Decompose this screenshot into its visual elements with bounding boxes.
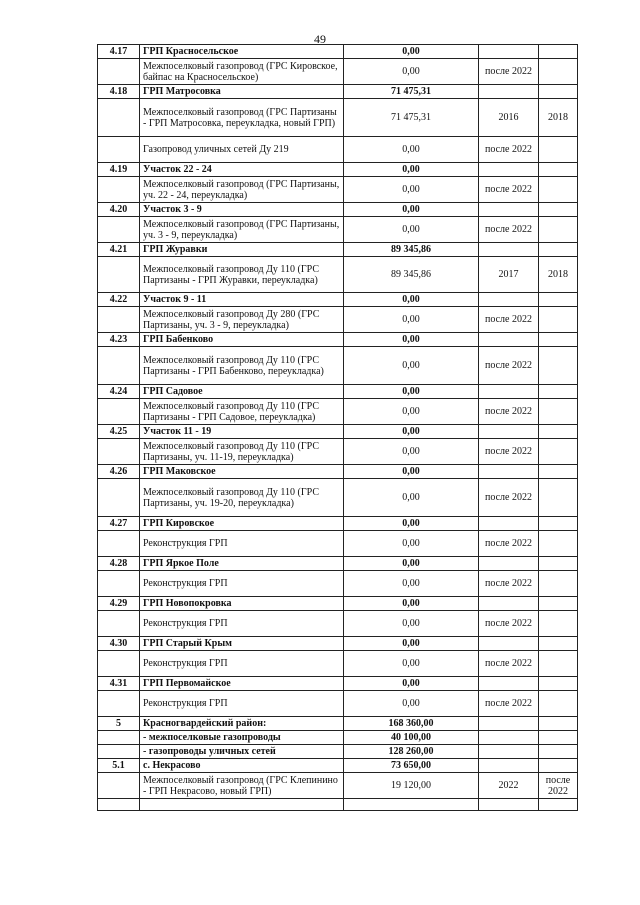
row-end-year — [539, 399, 578, 425]
section-row — [98, 517, 578, 531]
row-name: Межпоселковый газопровод Ду 110 (ГРС Партизаны - ГРП Бабенково, переукладка) — [140, 347, 344, 385]
row-end-year — [539, 531, 578, 557]
row-amount: 89 345,86 — [344, 257, 479, 293]
row-start-year — [479, 465, 539, 479]
row-number: 4.21 — [98, 243, 140, 257]
row-end-year — [539, 425, 578, 439]
row-amount: 0,00 — [344, 177, 479, 203]
row-number — [98, 137, 140, 163]
row-start-year — [479, 597, 539, 611]
table-row — [98, 799, 578, 811]
table-row — [98, 611, 578, 637]
row-number — [98, 99, 140, 137]
row-start-year — [479, 759, 539, 773]
row-name: Межпоселковый газопровод (ГРС Кировское, байпас на Красносельское) — [140, 59, 344, 85]
row-start-year — [479, 637, 539, 651]
table-row — [98, 773, 578, 799]
row-end-year — [539, 479, 578, 517]
row-start-year: после 2022 — [479, 177, 539, 203]
row-end-year — [539, 203, 578, 217]
row-start-year: после 2022 — [479, 307, 539, 333]
row-amount: 0,00 — [344, 597, 479, 611]
row-end-year — [539, 85, 578, 99]
row-name: Участок 11 - 19 — [140, 425, 344, 439]
row-name: Участок 3 - 9 — [140, 203, 344, 217]
row-start-year: после 2022 — [479, 399, 539, 425]
row-end-year — [539, 517, 578, 531]
row-start-year: 2016 — [479, 99, 539, 137]
row-name: Межпоселковый газопровод Ду 110 (ГРС Партизаны, уч. 19-20, переукладка) — [140, 479, 344, 517]
row-end-year — [539, 163, 578, 177]
section-row — [98, 385, 578, 399]
row-amount: 0,00 — [344, 399, 479, 425]
row-end-year — [539, 465, 578, 479]
section-row — [98, 677, 578, 691]
row-start-year — [479, 425, 539, 439]
row-number — [98, 177, 140, 203]
row-number — [98, 479, 140, 517]
page-number: 49 — [314, 32, 326, 46]
row-name: ГРП Красносельское — [140, 45, 344, 59]
section-row — [98, 163, 578, 177]
row-start-year — [479, 745, 539, 759]
gas-pipeline-plan-table — [97, 44, 578, 811]
row-name: Межпоселковый газопровод (ГРС Партизаны, уч. 22 - 24, переукладка) — [140, 177, 344, 203]
row-amount: 73 650,00 — [344, 759, 479, 773]
row-number: 4.23 — [98, 333, 140, 347]
row-amount: 71 475,31 — [344, 99, 479, 137]
row-name: Красногвардейский район: — [140, 717, 344, 731]
row-end-year — [539, 677, 578, 691]
table-row — [98, 531, 578, 557]
row-name: Межпоселковый газопровод (ГРС Клепинино - ГРП Некрасово, новый ГРП) — [140, 773, 344, 799]
section-row — [98, 557, 578, 571]
row-end-year — [539, 293, 578, 307]
row-name: ГРП Кировское — [140, 517, 344, 531]
table-row — [98, 307, 578, 333]
row-start-year — [479, 333, 539, 347]
row-number — [98, 439, 140, 465]
section-row — [98, 745, 578, 759]
row-number — [98, 745, 140, 759]
row-name: - межпоселковые газопроводы — [140, 731, 344, 745]
row-name: Реконструкция ГРП — [140, 571, 344, 597]
row-number: 4.29 — [98, 597, 140, 611]
row-amount: 0,00 — [344, 217, 479, 243]
row-start-year — [479, 243, 539, 257]
row-name: Реконструкция ГРП — [140, 651, 344, 677]
row-start-year — [479, 45, 539, 59]
row-start-year: после 2022 — [479, 59, 539, 85]
table-body — [98, 45, 578, 811]
row-start-year — [479, 677, 539, 691]
section-row — [98, 465, 578, 479]
row-start-year — [479, 293, 539, 307]
section-row — [98, 717, 578, 731]
row-end-year — [539, 759, 578, 773]
row-number: 4.24 — [98, 385, 140, 399]
row-number: 5 — [98, 717, 140, 731]
row-amount: 0,00 — [344, 677, 479, 691]
row-name: ГРП Журавки — [140, 243, 344, 257]
row-end-year — [539, 59, 578, 85]
table-row — [98, 691, 578, 717]
row-number — [98, 571, 140, 597]
row-name: - газопроводы уличных сетей — [140, 745, 344, 759]
row-amount: 0,00 — [344, 691, 479, 717]
row-amount: 0,00 — [344, 293, 479, 307]
section-row — [98, 45, 578, 59]
table-row — [98, 347, 578, 385]
row-number — [98, 307, 140, 333]
table-row — [98, 59, 578, 85]
row-start-year: после 2022 — [479, 479, 539, 517]
row-amount: 0,00 — [344, 479, 479, 517]
table-row — [98, 651, 578, 677]
row-start-year — [479, 163, 539, 177]
row-number — [98, 773, 140, 799]
row-end-year — [539, 243, 578, 257]
row-number — [98, 611, 140, 637]
row-name: ГРП Бабенково — [140, 333, 344, 347]
row-amount: 19 120,00 — [344, 773, 479, 799]
row-amount: 0,00 — [344, 611, 479, 637]
table-row — [98, 479, 578, 517]
row-end-year — [539, 307, 578, 333]
row-number — [98, 731, 140, 745]
row-end-year — [539, 651, 578, 677]
row-name: Межпоселковый газопровод Ду 110 (ГРС Партизаны, уч. 11-19, переукладка) — [140, 439, 344, 465]
row-number: 4.31 — [98, 677, 140, 691]
row-end-year: 2018 — [539, 257, 578, 293]
section-row — [98, 85, 578, 99]
row-number — [98, 399, 140, 425]
row-start-year: после 2022 — [479, 691, 539, 717]
row-end-year — [539, 637, 578, 651]
row-start-year — [479, 731, 539, 745]
row-name: Участок 9 - 11 — [140, 293, 344, 307]
row-name: Реконструкция ГРП — [140, 611, 344, 637]
row-amount: 89 345,86 — [344, 243, 479, 257]
row-start-year: после 2022 — [479, 611, 539, 637]
row-amount: 0,00 — [344, 531, 479, 557]
row-amount: 0,00 — [344, 59, 479, 85]
row-end-year — [539, 597, 578, 611]
table-row — [98, 99, 578, 137]
row-end-year — [539, 217, 578, 243]
row-end-year — [539, 347, 578, 385]
row-number — [98, 651, 140, 677]
row-name — [140, 799, 344, 811]
row-name: Межпоселковый газопровод Ду 280 (ГРС Партизаны, уч. 3 - 9, переукладка) — [140, 307, 344, 333]
section-row — [98, 597, 578, 611]
row-amount: 128 260,00 — [344, 745, 479, 759]
row-number — [98, 217, 140, 243]
row-start-year: после 2022 — [479, 651, 539, 677]
table-row — [98, 571, 578, 597]
row-end-year — [539, 799, 578, 811]
row-name: ГРП Матросовка — [140, 85, 344, 99]
row-start-year — [479, 203, 539, 217]
row-number: 4.20 — [98, 203, 140, 217]
row-amount: 0,00 — [344, 465, 479, 479]
row-number — [98, 799, 140, 811]
row-name: ГРП Яркое Поле — [140, 557, 344, 571]
row-start-year — [479, 517, 539, 531]
row-amount: 0,00 — [344, 557, 479, 571]
row-end-year — [539, 557, 578, 571]
row-name: Межпоселковый газопровод Ду 110 (ГРС Партизаны - ГРП Садовое, переукладка) — [140, 399, 344, 425]
row-end-year — [539, 731, 578, 745]
row-number: 4.22 — [98, 293, 140, 307]
row-number: 4.30 — [98, 637, 140, 651]
row-start-year — [479, 85, 539, 99]
row-number: 4.17 — [98, 45, 140, 59]
row-name: Реконструкция ГРП — [140, 691, 344, 717]
row-amount: 0,00 — [344, 137, 479, 163]
row-start-year — [479, 799, 539, 811]
row-amount: 0,00 — [344, 45, 479, 59]
row-end-year — [539, 385, 578, 399]
row-amount: 0,00 — [344, 651, 479, 677]
row-end-year — [539, 745, 578, 759]
row-amount: 0,00 — [344, 347, 479, 385]
row-name: ГРП Старый Крым — [140, 637, 344, 651]
row-end-year — [539, 717, 578, 731]
row-name: ГРП Новопокровка — [140, 597, 344, 611]
row-name: Межпоселковый газопровод Ду 110 (ГРС Партизаны - ГРП Журавки, переукладка) — [140, 257, 344, 293]
table-row — [98, 257, 578, 293]
row-name: Газопровод уличных сетей Ду 219 — [140, 137, 344, 163]
row-amount — [344, 799, 479, 811]
row-amount: 40 100,00 — [344, 731, 479, 745]
row-name: ГРП Садовое — [140, 385, 344, 399]
row-start-year: после 2022 — [479, 531, 539, 557]
row-number — [98, 531, 140, 557]
row-amount: 0,00 — [344, 637, 479, 651]
row-start-year — [479, 557, 539, 571]
row-amount: 0,00 — [344, 203, 479, 217]
table-row — [98, 137, 578, 163]
row-number: 4.19 — [98, 163, 140, 177]
section-row — [98, 759, 578, 773]
row-start-year — [479, 717, 539, 731]
row-start-year: 2022 — [479, 773, 539, 799]
row-name: Участок 22 - 24 — [140, 163, 344, 177]
row-number — [98, 59, 140, 85]
section-row — [98, 637, 578, 651]
table-row — [98, 217, 578, 243]
row-end-year — [539, 45, 578, 59]
row-start-year: после 2022 — [479, 347, 539, 385]
row-number — [98, 257, 140, 293]
row-number — [98, 691, 140, 717]
row-amount: 0,00 — [344, 307, 479, 333]
row-amount: 0,00 — [344, 425, 479, 439]
row-number: 4.28 — [98, 557, 140, 571]
row-number: 4.18 — [98, 85, 140, 99]
row-number: 5.1 — [98, 759, 140, 773]
row-end-year — [539, 137, 578, 163]
row-name: Межпоселковый газопровод (ГРС Партизаны, уч. 3 - 9, переукладка) — [140, 217, 344, 243]
row-end-year — [539, 691, 578, 717]
section-row — [98, 293, 578, 307]
section-row — [98, 243, 578, 257]
row-end-year: 2018 — [539, 99, 578, 137]
row-start-year: после 2022 — [479, 571, 539, 597]
row-name: с. Некрасово — [140, 759, 344, 773]
row-amount: 0,00 — [344, 385, 479, 399]
row-number — [98, 347, 140, 385]
row-amount: 0,00 — [344, 333, 479, 347]
row-number: 4.26 — [98, 465, 140, 479]
row-name: Реконструкция ГРП — [140, 531, 344, 557]
row-name: ГРП Первомайское — [140, 677, 344, 691]
table-row — [98, 399, 578, 425]
row-number: 4.25 — [98, 425, 140, 439]
row-start-year: после 2022 — [479, 439, 539, 465]
row-name: ГРП Маковское — [140, 465, 344, 479]
table-row — [98, 439, 578, 465]
row-end-year — [539, 571, 578, 597]
row-number: 4.27 — [98, 517, 140, 531]
section-row — [98, 333, 578, 347]
row-start-year: после 2022 — [479, 137, 539, 163]
row-amount: 0,00 — [344, 517, 479, 531]
row-amount: 0,00 — [344, 571, 479, 597]
row-start-year: после 2022 — [479, 217, 539, 243]
row-end-year — [539, 177, 578, 203]
row-end-year: после 2022 — [539, 773, 578, 799]
row-end-year — [539, 333, 578, 347]
table-row — [98, 177, 578, 203]
section-row — [98, 203, 578, 217]
row-amount: 168 360,00 — [344, 717, 479, 731]
row-start-year: 2017 — [479, 257, 539, 293]
row-name: Межпоселковый газопровод (ГРС Партизаны - ГРП Матросовка, переукладка, новый ГРП) — [140, 99, 344, 137]
row-start-year — [479, 385, 539, 399]
row-amount: 0,00 — [344, 163, 479, 177]
section-row — [98, 731, 578, 745]
row-end-year — [539, 439, 578, 465]
section-row — [98, 425, 578, 439]
row-amount: 0,00 — [344, 439, 479, 465]
row-amount: 71 475,31 — [344, 85, 479, 99]
row-end-year — [539, 611, 578, 637]
